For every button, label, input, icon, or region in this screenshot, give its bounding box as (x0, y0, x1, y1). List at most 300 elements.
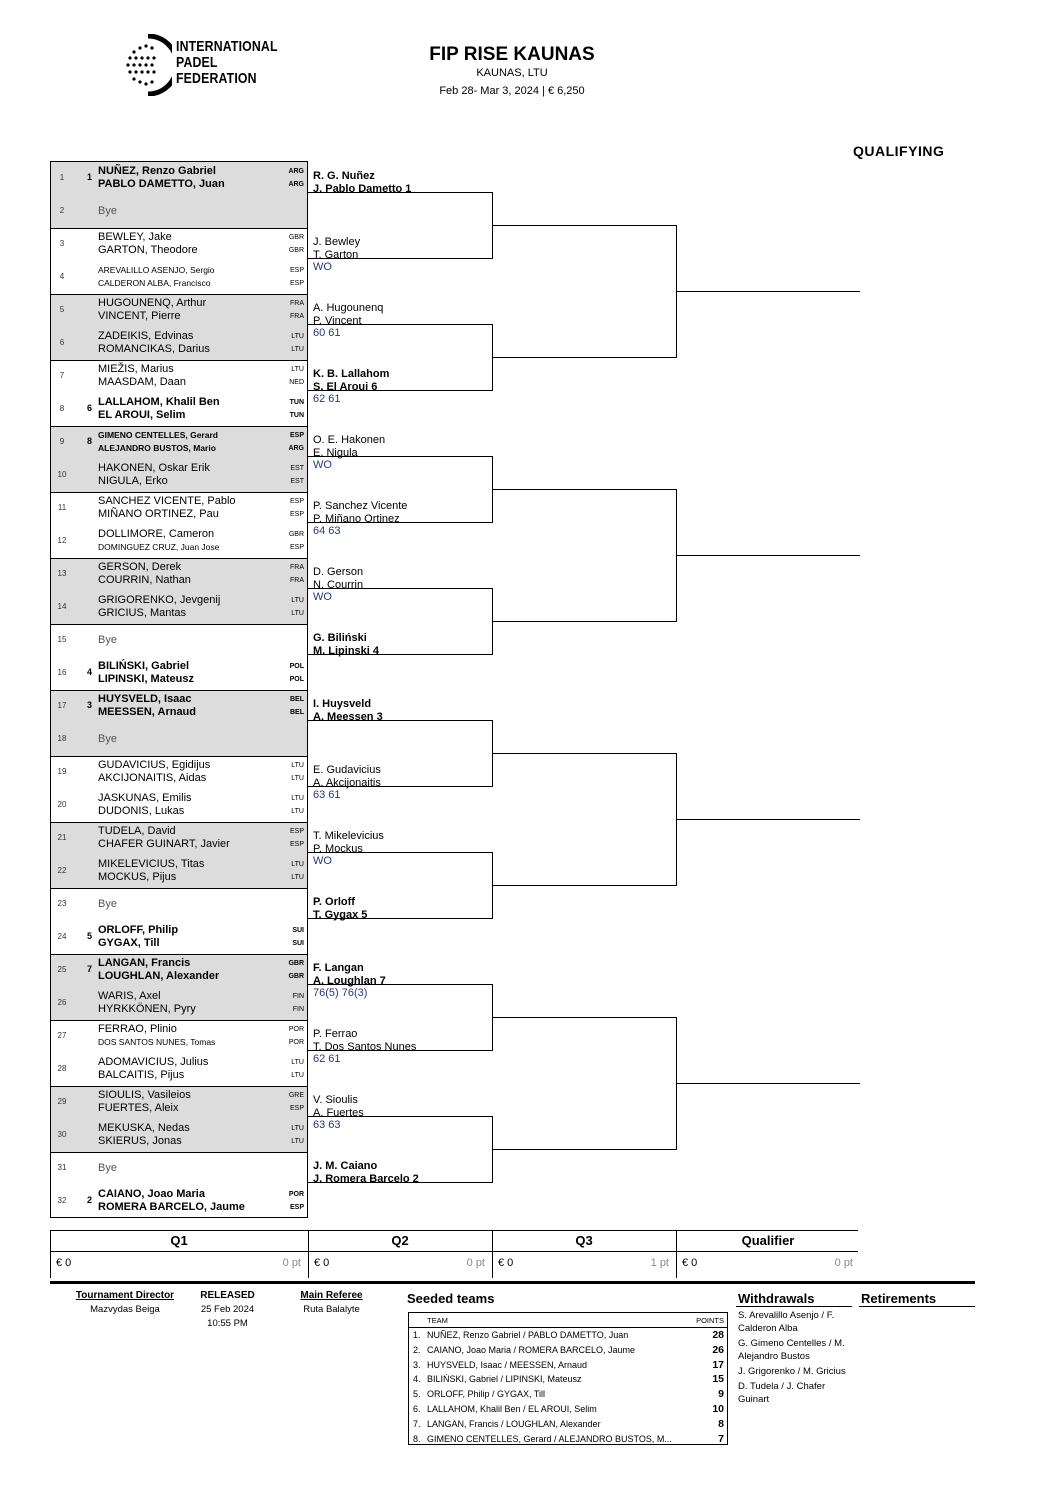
round1-winner-name: A. Akcijonaitis (313, 777, 381, 789)
draw-slot (51, 1152, 307, 1185)
country-code: SUI (292, 927, 304, 934)
draw-slot (51, 591, 307, 624)
bye-label: Bye (98, 634, 117, 646)
player-name: FERRAO, Plinio (98, 1023, 177, 1035)
draw-slot (51, 690, 307, 723)
player-name: LIPINSKI, Mateusz (98, 673, 194, 685)
tournament-location: KAUNAS, LTU (476, 67, 548, 79)
round1-winner-name: N. Courrin (313, 579, 364, 591)
country-code: LTU (291, 1059, 304, 1066)
match-score: 62 61 (313, 393, 341, 405)
seed-rank: 8. (413, 1433, 421, 1444)
round1-winner-name: R. G. Nuñez (313, 170, 375, 182)
player-name: SANCHEZ VICENTE, Pablo (98, 495, 236, 507)
slot-number: 29 (57, 1097, 67, 1106)
player-name: GRICIUS, Mantas (98, 607, 187, 619)
seeded-teams-table (408, 1312, 728, 1445)
player-name: GYGAX, Till (98, 937, 160, 949)
country-code: FRA (290, 300, 304, 307)
round1-winner-name: J. Bewley (313, 236, 361, 248)
draw-slot (51, 657, 307, 690)
main-referee-name: Ruta Balalyte (303, 1304, 360, 1315)
draw-slot (51, 294, 307, 327)
country-code: ESP (289, 511, 304, 518)
country-code: LTU (291, 808, 304, 815)
prize-money: € 0 (314, 1257, 330, 1269)
round1-winner-name: I. Huysveld (313, 698, 372, 710)
slot-number: 22 (57, 866, 67, 875)
seeded-team-row (409, 1402, 727, 1417)
player-name: ZADEIKIS, Edvinas (98, 330, 194, 342)
seed-number: 1 (87, 172, 93, 182)
player-name: MIEŽIS, Marius (98, 363, 174, 375)
round1-winner-name: P. Orloff (313, 896, 355, 908)
team-column-header: TEAM (427, 1316, 448, 1325)
slot-number: 27 (57, 1031, 67, 1040)
draw-label: QUALIFYING (853, 143, 945, 159)
player-name: WARIS, Axel (98, 990, 161, 1002)
player-name: HYRKKÖNEN, Pyry (98, 1003, 196, 1015)
slot-number: 25 (57, 965, 67, 974)
prize-money: € 0 (56, 1257, 72, 1269)
country-code: LTU (291, 610, 304, 617)
player-name: BILIŃSKI, Gabriel (98, 660, 190, 672)
seed-number: 7 (87, 964, 93, 974)
round1-winner-name: J. Pablo Dametto 1 (313, 183, 412, 195)
player-name: BALCAITIS, Pijus (98, 1069, 185, 1081)
country-code: FIN (292, 1006, 304, 1013)
qualifier-line (676, 555, 860, 556)
slot-number: 3 (59, 239, 65, 248)
seeded-team-row (409, 1417, 727, 1432)
player-name: GERSON, Derek (98, 561, 182, 573)
draw-grid (50, 161, 308, 1218)
rounds-header-top-line (50, 1230, 858, 1231)
player-name: MOCKUS, Pijus (98, 871, 177, 883)
match-score: 63 61 (313, 789, 341, 801)
country-code: LTU (291, 597, 304, 604)
qualifier-line (676, 819, 860, 820)
draw-slot (51, 426, 307, 459)
slot-number: 26 (57, 998, 67, 1007)
tournament-dates: Feb 28- Mar 3, 2024 | € 6,250 (439, 85, 585, 97)
seed-number: 3 (87, 700, 93, 710)
player-name: LALLAHOM, Khalil Ben (98, 396, 220, 408)
draw-slot (51, 1185, 307, 1218)
round-header: Qualifier (741, 1233, 795, 1248)
player-name: GUDAVICIUS, Egidijus (98, 759, 211, 771)
seeded-team-name: LANGAN, Francis / LOUGHLAN, Alexander (427, 1418, 601, 1429)
footer-rule (50, 1281, 975, 1284)
player-name: HAKONEN, Oskar Erik (98, 462, 210, 474)
country-code: ESP (289, 498, 304, 505)
draw-slot (51, 558, 307, 591)
released-time: 10:55 PM (207, 1318, 248, 1329)
seeded-team-points: 10 (712, 1403, 724, 1415)
draw-slot (51, 525, 307, 558)
country-code: GBR (288, 960, 304, 967)
seed-rank: 5. (413, 1389, 421, 1400)
country-code: LTU (291, 861, 304, 868)
logo-line3: FEDERATION (176, 70, 257, 87)
seeded-team-points: 26 (712, 1343, 724, 1356)
draw-slot (51, 459, 307, 492)
slot-number: 11 (57, 503, 67, 512)
player-name: DOMINGUEZ CRUZ, Juan Jose (98, 542, 220, 552)
draw-slot (51, 492, 307, 525)
country-code: ESP (289, 1105, 304, 1112)
round2-winner-line (492, 753, 677, 754)
seeded-team-row (409, 1372, 727, 1387)
round1-winner-name: S. El Aroui 6 (313, 381, 378, 393)
draw-slot (51, 360, 307, 393)
country-code: POL (289, 676, 304, 683)
seed-rank: 4. (413, 1374, 421, 1385)
player-name: COURRIN, Nathan (98, 574, 191, 586)
match-score: 63 63 (313, 1119, 341, 1131)
player-name: BEWLEY, Jake (98, 231, 172, 243)
round2-winner-line (492, 621, 677, 622)
released-label: RELEASED (200, 1290, 255, 1301)
country-code: GBR (288, 531, 304, 538)
player-name: LOUGHLAN, Alexander (98, 970, 220, 982)
draw-slot (51, 954, 307, 987)
tournament-director-label: Tournament Director (75, 1290, 175, 1301)
round1-winner-name: P. Vincent (313, 315, 362, 327)
player-name: HUYSVELD, Isaac (98, 693, 192, 705)
seeded-team-name: BILIŃSKI, Gabriel / LIPINSKI, Mateusz (427, 1374, 582, 1385)
country-code: POR (288, 1039, 304, 1046)
round1-winner-name: K. B. Lallahom (313, 368, 390, 380)
draw-slot (51, 327, 307, 360)
slot-number: 13 (57, 569, 67, 578)
country-code: LTU (291, 795, 304, 802)
round2-winner-line (492, 1017, 677, 1018)
slot-number: 2 (59, 206, 65, 215)
withdrawals-heading: Withdrawals (738, 1291, 815, 1306)
draw-slot (51, 888, 307, 921)
player-name: MIKELEVICIUS, Titas (98, 858, 205, 870)
round-divider (308, 1230, 309, 1278)
player-name: DOS SANTOS NUNES, Tomas (98, 1037, 216, 1047)
country-code: LTU (291, 1125, 304, 1132)
round1-winner-name: D. Gerson (313, 566, 364, 578)
match-score: 60 61 (313, 327, 341, 339)
country-code: ARG (288, 168, 304, 175)
player-name: VINCENT, Pierre (98, 310, 181, 322)
player-name: GIMENO CENTELLES, Gerard (98, 430, 218, 440)
country-code: BEL (290, 709, 304, 716)
player-name: JASKUNAS, Emilis (98, 792, 192, 804)
country-code: LTU (291, 366, 304, 373)
country-code: LTU (291, 333, 304, 340)
player-name: EL AROUI, Selim (98, 409, 186, 421)
country-code: ESP (289, 544, 304, 551)
withdrawals-underline (736, 1306, 852, 1307)
round1-winner-name: T. Mikelevicius (313, 830, 384, 842)
slot-number: 21 (57, 833, 67, 842)
country-code: ESP (289, 828, 304, 835)
player-name: CHAFER GUINART, Javier (98, 838, 230, 850)
round-divider (492, 1230, 493, 1278)
seed-rank: 3. (413, 1359, 421, 1370)
seeded-team-points: 17 (712, 1358, 724, 1371)
round2-winner-line (492, 885, 677, 886)
withdrawal-entry: D. Tudela / J. Chafer Guinart (738, 1381, 826, 1405)
country-code: LTU (291, 762, 304, 769)
slot-number: 8 (59, 404, 65, 413)
country-code: ESP (289, 1204, 304, 1211)
country-code: FRA (290, 577, 304, 584)
match-score: WO (313, 459, 332, 471)
round1-winner-name: T. Garton (313, 249, 359, 261)
round-header: Q1 (170, 1233, 188, 1248)
slot-number: 6 (59, 338, 65, 347)
player-name: DOLLIMORE, Cameron (98, 528, 215, 540)
country-code: ESP (289, 432, 304, 439)
country-code: NED (289, 379, 304, 386)
player-name: MAASDAM, Daan (98, 376, 187, 388)
seed-number: 8 (87, 436, 93, 446)
draw-slot (51, 855, 307, 888)
retirements-underline (859, 1306, 975, 1307)
slot-number: 9 (59, 437, 65, 446)
country-code: LTU (291, 346, 304, 353)
round1-winner-name: F. Langan (313, 962, 364, 974)
round1-winner-name: A. Hugounenq (313, 302, 384, 314)
player-name: ALEJANDRO BUSTOS, Mario (98, 443, 216, 453)
seeded-team-row (409, 1387, 727, 1402)
slot-number: 7 (59, 371, 65, 380)
match-score: WO (313, 261, 332, 273)
player-name: ORLOFF, Philip (98, 924, 179, 936)
country-code: FRA (290, 313, 304, 320)
seeded-team-row (409, 1328, 727, 1343)
seeded-team-name: LALLAHOM, Khalil Ben / EL AROUI, Selim (427, 1404, 597, 1414)
round1-winner-name: P. Ferrao (313, 1028, 358, 1040)
draw-slot (51, 1086, 307, 1119)
bye-label: Bye (98, 898, 117, 910)
bye-label: Bye (98, 733, 117, 745)
seeded-table-header (409, 1313, 727, 1328)
seed-rank: 2. (413, 1344, 421, 1355)
bye-label: Bye (98, 205, 117, 217)
country-code: ARG (288, 445, 304, 452)
slot-number: 30 (57, 1130, 67, 1139)
seeded-team-points: 15 (712, 1373, 724, 1386)
withdrawal-entry: G. Gimeno Centelles / M. Alejandro Bustos (738, 1338, 845, 1362)
country-code: ESP (289, 280, 304, 287)
logo-line1: INTERNATIONAL (176, 38, 278, 55)
draw-slot (51, 624, 307, 657)
country-code: ESP (289, 841, 304, 848)
player-name: MEKUSKA, Nedas (98, 1122, 190, 1134)
tournament-title: FIP RISE KAUNAS (429, 44, 595, 65)
country-code: ESP (289, 267, 304, 274)
seeded-team-points: 9 (718, 1388, 724, 1401)
round-divider (50, 1230, 51, 1278)
seeded-team-name: GIMENO CENTELLES, Gerard / ALEJANDRO BUSTOS, M... (427, 1433, 672, 1444)
slot-number: 10 (57, 470, 67, 479)
country-code: GBR (288, 973, 304, 980)
slot-number: 1 (59, 173, 65, 182)
player-name: HUGOUNENQ, Arthur (98, 297, 207, 309)
seed-number: 5 (87, 931, 93, 941)
player-name: CALDERON ALBA, Francisco (98, 278, 211, 288)
slot-number: 17 (57, 701, 67, 710)
prize-points: 0 pt (282, 1257, 301, 1269)
points-column-header: POINTS (696, 1316, 724, 1325)
round2-winner-line (492, 1149, 677, 1150)
round1-winner-name: V. Sioulis (313, 1094, 358, 1106)
seed-rank: 6. (413, 1404, 421, 1414)
draw-slot (51, 723, 307, 756)
player-name: ADOMAVICIUS, Julius (98, 1056, 209, 1068)
player-name: DUDONIS, Lukas (98, 805, 185, 817)
prize-row-divider (50, 1251, 858, 1252)
seed-rank: 7. (413, 1418, 421, 1429)
country-code: TUN (289, 399, 304, 406)
seed-number: 2 (87, 1195, 93, 1205)
slot-number: 15 (57, 635, 67, 644)
main-referee-label: Main Referee (300, 1290, 363, 1301)
round1-winner-name: P. Miñano Ortinez (313, 513, 400, 525)
slot-number: 31 (57, 1163, 67, 1172)
tournament-director-name: Mazvydas Beiga (90, 1304, 160, 1315)
round-header: Q3 (575, 1233, 593, 1248)
country-code: BEL (290, 696, 304, 703)
seeded-team-points: 28 (712, 1329, 724, 1341)
country-code: POL (289, 663, 304, 670)
player-name: ROMANCIKAS, Darius (98, 343, 210, 355)
match-score: 62 61 (313, 1053, 341, 1065)
country-code: LTU (291, 1138, 304, 1145)
country-code: TUN (289, 412, 304, 419)
qualifier-line (676, 1083, 860, 1084)
qualifier-line (676, 291, 860, 292)
country-code: POR (288, 1026, 304, 1033)
player-name: GRIGORENKO, Jevgenij (98, 594, 221, 606)
player-name: SKIERUS, Jonas (98, 1135, 182, 1147)
country-code: SUI (292, 940, 304, 947)
withdrawal-entry: S. Arevalillo Asenjo / F. Calderon Alba (738, 1310, 835, 1334)
seeded-team-name: NUÑEZ, Renzo Gabriel / PABLO DAMETTO, Juan (427, 1330, 629, 1340)
player-name: MIÑANO ORTINEZ, Pau (98, 508, 219, 520)
country-code: FRA (290, 564, 304, 571)
player-name: MEESSEN, Arnaud (98, 706, 196, 718)
round1-winner-name: E. Nigula (313, 447, 358, 459)
round1-winner-name: P. Mockus (313, 843, 363, 855)
prize-points: 0 pt (466, 1257, 485, 1269)
slot-number: 32 (57, 1196, 67, 1205)
round1-winner-name: P. Sanchez Vicente (313, 500, 408, 512)
country-code: POR (288, 1191, 304, 1198)
draw-slot (51, 162, 307, 195)
slot-number: 18 (57, 734, 67, 743)
seeded-team-name: ORLOFF, Philip / GYGAX, Till (427, 1389, 546, 1400)
slot-number: 12 (57, 536, 67, 545)
slot-number: 5 (59, 305, 65, 314)
draw-slot (51, 921, 307, 954)
player-name: PABLO DAMETTO, Juan (98, 178, 225, 190)
seed-number: 4 (87, 667, 93, 677)
retirements-heading: Retirements (861, 1291, 937, 1306)
country-code: EST (290, 465, 304, 472)
round1-winner-name: J. Romera Barcelo 2 (313, 1173, 419, 1185)
player-name: SIOULIS, Vasileios (98, 1089, 191, 1101)
seed-rank: 1. (413, 1330, 421, 1340)
player-name: AREVALILLO ASENJO, Sergio (98, 265, 215, 275)
round1-winner-name: M. Lipinski 4 (313, 645, 380, 657)
round-divider (676, 1230, 677, 1278)
match-score: 64 63 (313, 525, 341, 537)
seeded-team-row (409, 1432, 727, 1447)
draw-slot (51, 195, 307, 228)
slot-number: 16 (57, 668, 67, 677)
slot-number: 14 (57, 602, 67, 611)
player-name: CAIANO, Joao Maria (98, 1188, 205, 1200)
released-date: 25 Feb 2024 (200, 1304, 255, 1315)
player-name: TUDELA, David (98, 825, 176, 837)
seeded-team-row (409, 1343, 727, 1358)
prize-points: 1 pt (650, 1257, 669, 1269)
round1-winner-name: A. Meessen 3 (313, 711, 383, 723)
draw-slot (51, 756, 307, 789)
seeded-team-name: HUYSVELD, Isaac / MEESSEN, Arnaud (427, 1359, 588, 1370)
country-code: GRE (288, 1092, 304, 1099)
draw-slot (51, 1020, 307, 1053)
fip-logo-icon (124, 34, 172, 96)
logo-line2: PADEL (176, 54, 218, 71)
player-name: LANGAN, Francis (98, 957, 191, 969)
seed-number: 6 (87, 403, 93, 413)
round1-winner-name: A. Fuertes (313, 1107, 364, 1119)
slot-number: 24 (57, 932, 67, 941)
seeded-teams-heading: Seeded teams (407, 1291, 495, 1306)
player-name: NIGULA, Erko (98, 475, 168, 487)
player-name: AKCIJONAITIS, Aidas (98, 772, 207, 784)
prize-points: 0 pt (834, 1257, 853, 1269)
match-score: WO (313, 855, 332, 867)
slot-number: 19 (57, 767, 67, 776)
slot-number: 4 (59, 272, 65, 281)
country-code: LTU (291, 1072, 304, 1079)
country-code: EST (290, 478, 304, 485)
withdrawal-entry: J. Grigorenko / M. Gricius (738, 1366, 846, 1377)
round1-winner-name: A. Loughlan 7 (313, 975, 386, 987)
round1-winner-name: G. Biliński (313, 632, 367, 644)
match-score: WO (313, 591, 332, 603)
round1-winner-name: T. Dos Santos Nunes (313, 1041, 417, 1053)
country-code: GBR (288, 234, 304, 241)
seeded-team-name: CAIANO, Joao Maria / ROMERA BARCELO, Jaume (427, 1344, 636, 1355)
round-header: Q2 (391, 1233, 409, 1248)
round1-winner-name: J. M. Caiano (313, 1160, 378, 1172)
country-code: LTU (291, 874, 304, 881)
player-name: NUÑEZ, Renzo Gabriel (98, 165, 216, 177)
prize-money: € 0 (682, 1257, 698, 1269)
slot-number: 23 (57, 899, 67, 908)
draw-slot (51, 1053, 307, 1086)
country-code: GBR (288, 247, 304, 254)
round1-winner-name: T. Gygax 5 (313, 909, 368, 921)
round1-winner-name: E. Gudavicius (313, 764, 381, 776)
draw-slot (51, 261, 307, 294)
round1-winner-name: O. E. Hakonen (313, 434, 386, 446)
country-code: FIN (292, 993, 304, 1000)
seeded-team-row (409, 1358, 727, 1373)
slot-number: 20 (57, 800, 67, 809)
